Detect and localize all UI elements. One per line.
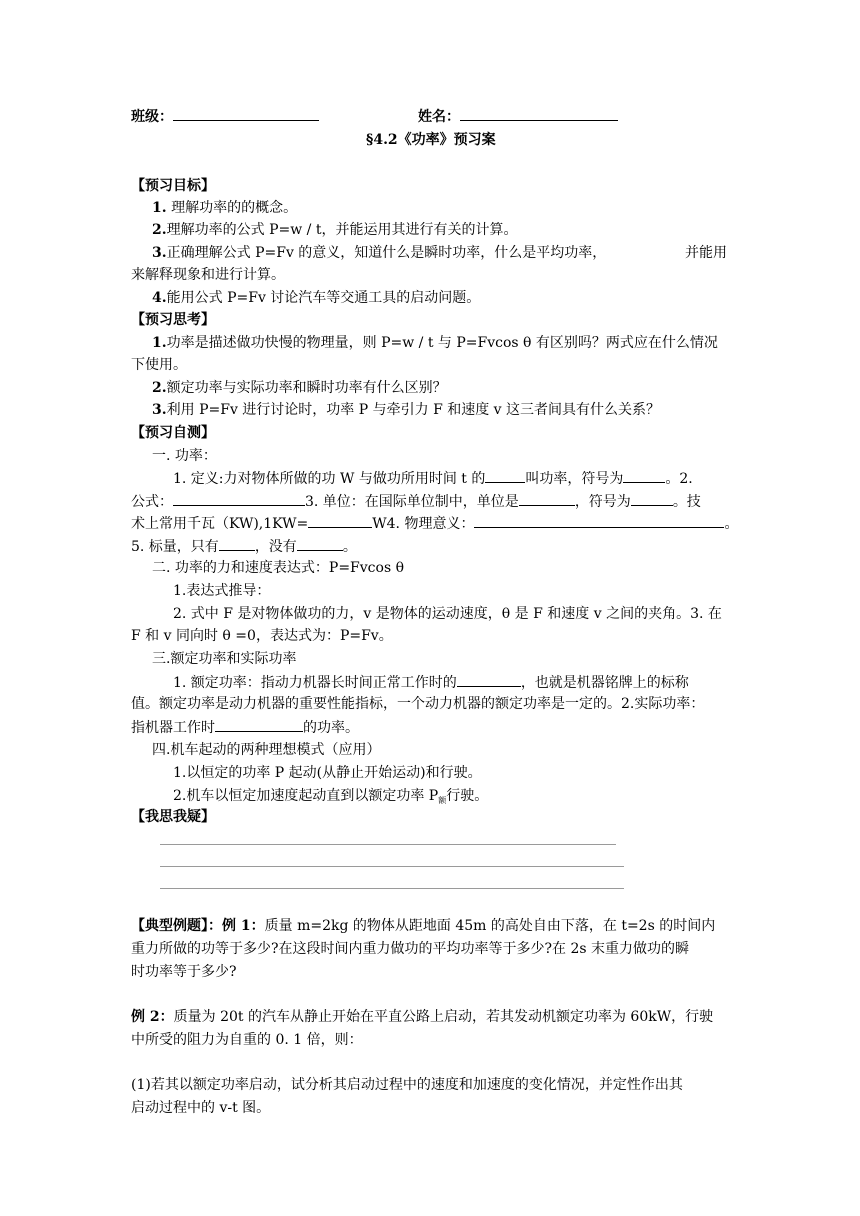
meaning-end: 。 [724, 516, 739, 532]
blank-rated[interactable] [457, 672, 521, 687]
goal-num-2: 2. [152, 222, 167, 238]
goal-text-1: 理解功率的的概念。 [166, 200, 298, 216]
goal-text-2: 理解功率的公式 P=w / t，并能运用其进行有关的计算。 [166, 222, 518, 238]
think-num-3: 3. [152, 402, 167, 418]
power-def-line-3 [131, 513, 738, 534]
rated-text-a: 1. 额定功率：指动力机器长时间正常工作时的 [173, 675, 457, 691]
example-1-text-1: 质量 m=2kg 的物体从距地面 45m 的高处自由下落，在 t=2s 的时间内 [264, 918, 716, 934]
section-4-title: 四.机车起动的两种理想模式（应用） [152, 742, 381, 758]
class-blank[interactable] [173, 106, 319, 121]
example-1-line-1 [131, 916, 715, 936]
power-def-line-2 [131, 491, 701, 512]
start-mode-2-b: 行驶。 [446, 788, 489, 804]
formula-note-line-2: F 和 v 同向时 θ =0，表达式为：P=Fv。 [131, 628, 393, 644]
example-2-q1-line-1: (1)若其以额定功率启动，试分析其启动过程中的速度和加速度的变化情况，并定性作出其 [131, 1077, 683, 1093]
blank-actual[interactable] [215, 717, 303, 732]
tech-text: 。技 [672, 494, 701, 510]
rated-power-line-2: 值。额定功率是动力机器的重要性能指标，一个动力机器的额定功率是一定的。2.实际功率： [131, 696, 705, 712]
goal-item-1 [152, 198, 297, 218]
think-item-2 [152, 378, 447, 398]
blank-meaning[interactable] [474, 513, 724, 528]
goal-item-4 [152, 288, 480, 308]
think-text-2: 额定功率与实际功率和瞬时功率有什么区别？ [166, 380, 447, 396]
blank-only[interactable] [219, 536, 255, 551]
example-2-text-1: 质量为 20t 的汽车从静止开始在平直公路上启动，若其发动机额定功率为 60kW，行驶 [173, 1009, 714, 1025]
example-1-line-3: 时功率等于多少? [131, 964, 237, 980]
actual-text-b: 的功率。 [303, 720, 359, 736]
section-3-title: 三.额定功率和实际功率 [152, 651, 297, 667]
goal-item-3-end: 并能用 [685, 245, 727, 261]
start-mode-2 [173, 786, 488, 811]
name-field [418, 106, 618, 127]
kw-text: 术上常用千瓦（KW),1KW= [131, 516, 309, 532]
goal-text-3: 正确理解公式 P=Fv 的意义，知道什么是瞬时功率，什么是平均功率， [166, 245, 607, 261]
doubt-line-3[interactable] [160, 888, 624, 889]
scalar-text-b: ，没有 [254, 539, 297, 555]
page-title: §4.2《功率》预习案 [366, 132, 496, 148]
power-def-line-1 [173, 468, 693, 489]
example-1-label: 例 1： [222, 918, 265, 934]
doubt-line-1[interactable] [160, 844, 616, 845]
derivation-line: 1.表达式推导： [173, 583, 271, 599]
goal-item-2 [152, 220, 517, 240]
scalar-end: 。 [342, 539, 357, 555]
actual-text-a: 指机器工作时 [131, 720, 215, 736]
formula-label: 公式： [131, 494, 173, 510]
start-mode-2-a: 2.机车以恒定加速度起动直到以额定功率 P [173, 788, 439, 804]
example-2-label: 例 2： [131, 1009, 174, 1025]
rated-subscript: 额 [438, 796, 447, 805]
formula-note-line-1: 2. 式中 F 是对物体做功的力，v 是物体的运动速度，θ 是 F 和速度 v 之间的夹角。3. 在 [173, 606, 722, 622]
goal-text-4: 能用公式 P=Fv 讨论汽车等交通工具的启动问题。 [166, 290, 481, 306]
example-2-line-2: 中所受的阻力为自重的 0. 1 倍，则： [131, 1032, 363, 1048]
start-mode-1: 1.以恒定的功率 P 起动(从静止开始运动)和行驶。 [173, 765, 482, 781]
unit-symbol-text: ，符号为 [574, 494, 631, 510]
rated-text-b: ，也就是机器铭牌上的标称 [520, 675, 689, 691]
think-heading: 【预习思考】 [131, 312, 215, 328]
think-num-1: 1. [152, 335, 167, 351]
goal-item-3 [152, 243, 606, 263]
power-def-text-c: 。2. [665, 471, 693, 487]
rated-power-line-3 [131, 717, 359, 738]
example-2-q1-line-2: 启动过程中的 v-t 图。 [131, 1100, 271, 1116]
blank-unit[interactable] [519, 491, 575, 506]
goal-num-4: 4. [152, 290, 167, 306]
blank-ratio[interactable] [485, 468, 525, 483]
rated-power-line-1 [173, 672, 689, 693]
think-num-2: 2. [152, 380, 167, 396]
doubt-line-2[interactable] [160, 866, 624, 867]
think-item-1 [152, 333, 718, 353]
section-1-title: 一. 功率： [152, 448, 217, 464]
unit-text: 3. 单位：在国际单位制中，单位是 [305, 494, 519, 510]
examples-heading: 【典型例题】： [131, 918, 222, 934]
think-text-3: 利用 P=Fv 进行讨论时，功率 P 与牵引力 F 和速度 v 这三者间具有什么关系？ [166, 402, 661, 418]
blank-formula[interactable] [173, 491, 305, 506]
class-field [131, 106, 319, 127]
goal-num-3: 3. [152, 245, 167, 261]
blank-none[interactable] [297, 536, 343, 551]
blank-symbol[interactable] [623, 468, 665, 483]
section-2-title: 二. 功率的力和速度表达式：P=Fvcos θ [152, 560, 405, 576]
think-text-1: 功率是描述做功快慢的物理量，则 P=w / t 与 P=Fvcos θ 有区别吗？两式应在什么情况 [166, 335, 718, 351]
power-def-text-a: 1. 定义:力对物体所做的功 W 与做功所用时间 t 的 [173, 471, 486, 487]
name-label: 姓名： [418, 109, 460, 125]
think-item-1-cont: 下使用。 [131, 357, 187, 373]
goal-item-3-cont: 来解释现象和进行计算。 [131, 267, 285, 283]
scalar-text: 5. 标量，只有 [131, 539, 219, 555]
goals-heading: 【预习目标】 [131, 178, 215, 194]
blank-unit-symbol[interactable] [631, 491, 673, 506]
name-blank[interactable] [460, 106, 618, 121]
meaning-text: W4. 物理意义： [372, 516, 475, 532]
goal-num-1: 1. [152, 200, 167, 216]
doubt-heading: 【我思我疑】 [131, 809, 215, 825]
example-1-line-2: 重力所做的功等于多少?在这段时间内重力做功的平均功率等于多少?在 2s 末重力做功的瞬 [131, 941, 690, 957]
power-def-text-b: 叫功率，符号为 [525, 471, 624, 487]
think-item-3 [152, 400, 660, 420]
example-2-line-1 [131, 1007, 713, 1027]
blank-kw[interactable] [308, 513, 372, 528]
class-label: 班级： [131, 109, 173, 125]
power-def-line-4 [131, 536, 357, 557]
selftest-heading: 【预习自测】 [131, 425, 215, 441]
